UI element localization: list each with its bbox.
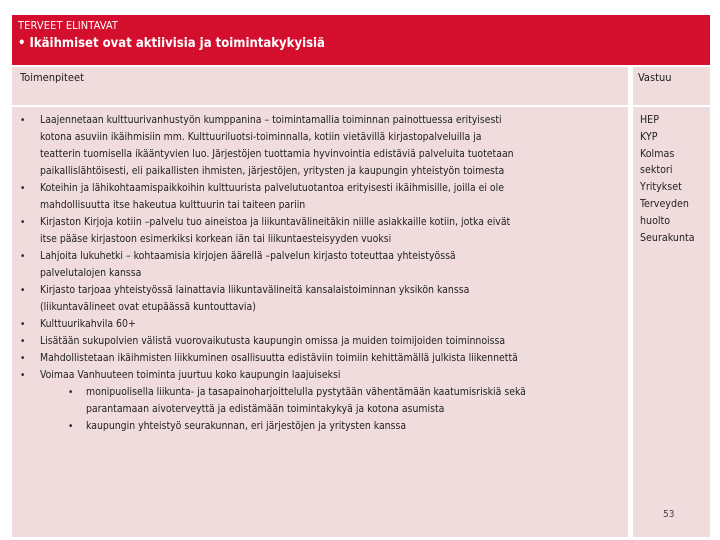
item-text-line: mahdollisuutta itse hakeutua kulttuurin tai taiteen pariin	[40, 199, 306, 211]
bullet-icon: •	[20, 285, 26, 296]
actions-column-header	[12, 67, 628, 105]
bullet-icon: •	[20, 183, 26, 194]
sub-list-item	[40, 384, 612, 418]
item-text-line: paikallislähtöisesti, eli paikallisten ihmisten, järjestöjen, yritysten ja kaupungin yhteistyön toimesta	[40, 165, 505, 177]
responsible-entry: huolto	[640, 214, 671, 227]
item-text-line: Koteihin ja lähikohtaamispaikkoihin kulttuurista palvelutuotantoa erityisesti ikäihmisille, joilla ei ole	[40, 182, 505, 194]
bullet-icon: •	[68, 387, 74, 398]
responsible-entry: Yritykset	[640, 181, 682, 194]
responsible-cell	[633, 107, 710, 537]
list-item	[12, 350, 612, 367]
bullet-icon: •	[20, 353, 26, 364]
list-item	[12, 282, 612, 316]
bullet-icon: •	[20, 251, 26, 262]
responsible-entry: Kolmas	[640, 147, 675, 160]
page-number: 53	[663, 509, 675, 520]
slide-header	[12, 15, 710, 65]
bullet-icon: •	[20, 217, 26, 228]
responsible-entry: HEP	[640, 114, 659, 126]
bullet-icon: •	[20, 336, 26, 347]
list-item	[12, 248, 612, 282]
slide-title: • Ikäihmiset ovat aktiivisia ja toimintakykyisiä	[18, 36, 325, 51]
list-item	[12, 112, 612, 180]
actions-list	[12, 112, 612, 435]
actions-column-title: Toimenpiteet	[20, 71, 84, 84]
item-text-line: Kulttuurikahvila 60+	[40, 318, 136, 330]
item-text-line: Lahjoita lukuhetki – kohtaamisia kirjojen äärellä –palvelun kirjasto toteuttaa yhteistyössä	[40, 250, 456, 262]
item-text-line: monipuolisella liikunta- ja tasapainoharjoittelulla pystytään vähentämään kaatumisriskiä sekä	[86, 386, 526, 398]
item-text-line: itse pääse kirjastoon esimerkiksi korkean iän tai liikuntaesteisyyden vuoksi	[40, 233, 392, 245]
sub-list	[40, 384, 612, 435]
section-title: TERVEET ELINTAVAT	[18, 19, 119, 32]
bullet-icon: •	[20, 319, 26, 330]
responsible-entry: KYP	[640, 130, 658, 143]
list-item	[12, 180, 612, 214]
responsible-column-title: Vastuu	[638, 71, 672, 84]
list-item	[12, 316, 612, 333]
sub-list-item	[40, 418, 612, 435]
actions-cell	[12, 107, 628, 537]
responsible-entry: Seurakunta	[640, 231, 695, 244]
list-item	[12, 367, 612, 435]
list-item	[12, 333, 612, 350]
item-text-line: Kirjaston Kirjoja kotiin –palvelu tuo aineistoa ja liikuntavälineitäkin niille asiakkaille kotiin, jotka eivät	[40, 216, 511, 228]
responsible-entry: sektori	[640, 164, 673, 177]
responsible-list	[640, 112, 695, 246]
item-text-line: palvelutalojen kanssa	[40, 267, 142, 279]
responsible-entry: Terveyden	[640, 197, 689, 210]
item-text-line: Voimaa Vanhuuteen toiminta juurtuu koko kaupungin laajuiseksi	[40, 369, 341, 381]
item-text-line: kotona asuviin ikäihmisiin mm. Kulttuuriluotsi-toiminnalla, kotiin vietävillä kirjastopalveluilla ja	[40, 131, 482, 143]
list-item	[12, 214, 612, 248]
item-text-line: (liikuntavälineet ovat etupäässä kuntouttavia)	[40, 301, 256, 313]
item-text-line: parantamaan aivoterveyttä ja edistämään toimintakykyä ja kotona asumista	[86, 403, 445, 415]
item-text-line: Mahdollistetaan ikäihmisten liikkuminen osallisuutta edistäviin toimiin kehittämällä julkista liikennettä	[40, 352, 518, 364]
item-text-line: kaupungin yhteistyö seurakunnan, eri järjestöjen ja yritysten kanssa	[86, 420, 407, 432]
item-text-line: teatterin tuomisella ikääntyvien luo. Järjestöjen tuottamia hyvinvointia edistäviä palveluita tuotetaan	[40, 148, 514, 160]
item-text-line: Kirjasto tarjoaa yhteistyössä lainattavia liikuntavälineitä kansalaistoiminnan yksikön kanssa	[40, 284, 470, 296]
item-text-line: Lisätään sukupolvien välistä vuorovaikutusta kaupungin omissa ja muiden toimijoiden toiminnoissa	[40, 335, 506, 347]
bullet-icon: •	[68, 421, 74, 432]
responsible-column-header	[633, 67, 710, 105]
item-text-line: Laajennetaan kulttuurivanhustyön kumppanina – toimintamallia toiminnan painottuessa erityisesti	[40, 114, 502, 126]
bullet-icon: •	[20, 370, 26, 381]
bullet-icon: •	[20, 115, 26, 126]
